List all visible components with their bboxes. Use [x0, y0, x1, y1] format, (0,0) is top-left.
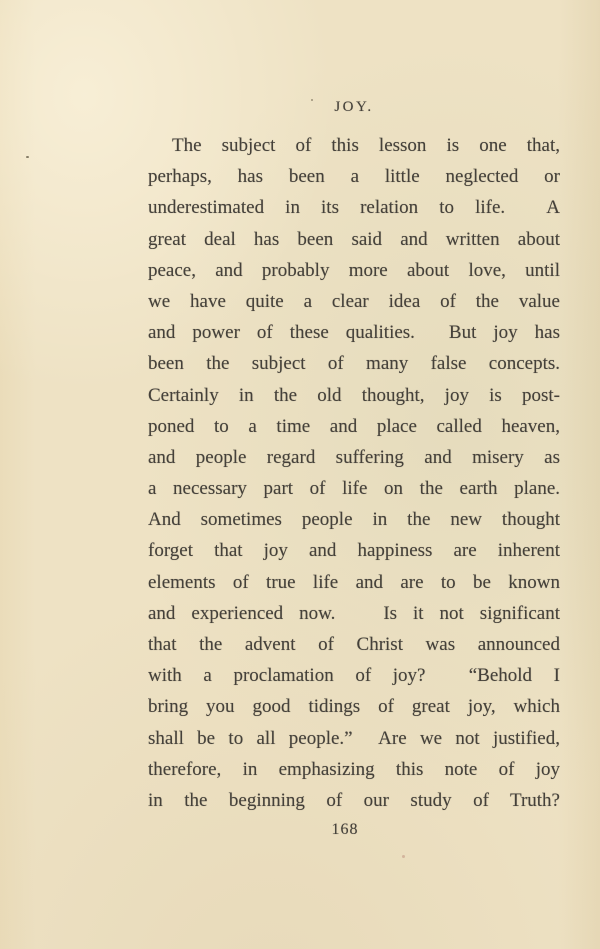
text-line: The subject of this lesson is one that,: [172, 135, 560, 156]
text-line: in the beginning of our study of Truth?: [148, 789, 560, 811]
page-content: [148, 97, 560, 839]
text-line: forget that joy and happiness are inherent: [148, 540, 560, 562]
text-line: poned to a time and place called heaven,: [148, 415, 560, 437]
paper-speck: [26, 156, 29, 158]
text-line: underestimated in its relation to life. A: [148, 197, 560, 219]
text-line: we have quite a clear idea of the value: [148, 290, 560, 312]
text-line: bring you good tidings of great joy, which: [148, 696, 560, 718]
text-line: great deal has been said and written about: [148, 228, 560, 250]
text-line: and people regard suffering and misery as: [148, 446, 560, 468]
page-number: 168: [331, 821, 359, 839]
page-header-title: JOY.: [334, 99, 374, 115]
text-line: that the advent of Christ was announced: [148, 634, 560, 655]
text-line: with a proclamation of joy? “Behold I: [148, 665, 560, 687]
text-line: and experienced now. Is it not significant: [148, 602, 560, 624]
text-line: shall be to all people.” Are we not justified,: [148, 727, 560, 749]
text-line: Certainly in the old thought, joy is post-: [148, 384, 560, 406]
body-text: [148, 130, 560, 816]
text-line: therefore, in emphasizing this note of joy: [148, 758, 560, 780]
text-line: And sometimes people in the new thought: [148, 509, 560, 531]
text-line: a necessary part of life on the earth plane.: [148, 478, 560, 500]
text-line: peace, and probably more about love, until: [148, 259, 560, 281]
text-line: perhaps, has been a little neglected or: [148, 166, 560, 188]
text-line: and power of these qualities. But joy has: [148, 322, 560, 344]
text-line: elements of true life and are to be known: [148, 571, 560, 593]
paper-speck: [402, 855, 405, 858]
text-line: been the subject of many false concepts.: [148, 353, 560, 375]
